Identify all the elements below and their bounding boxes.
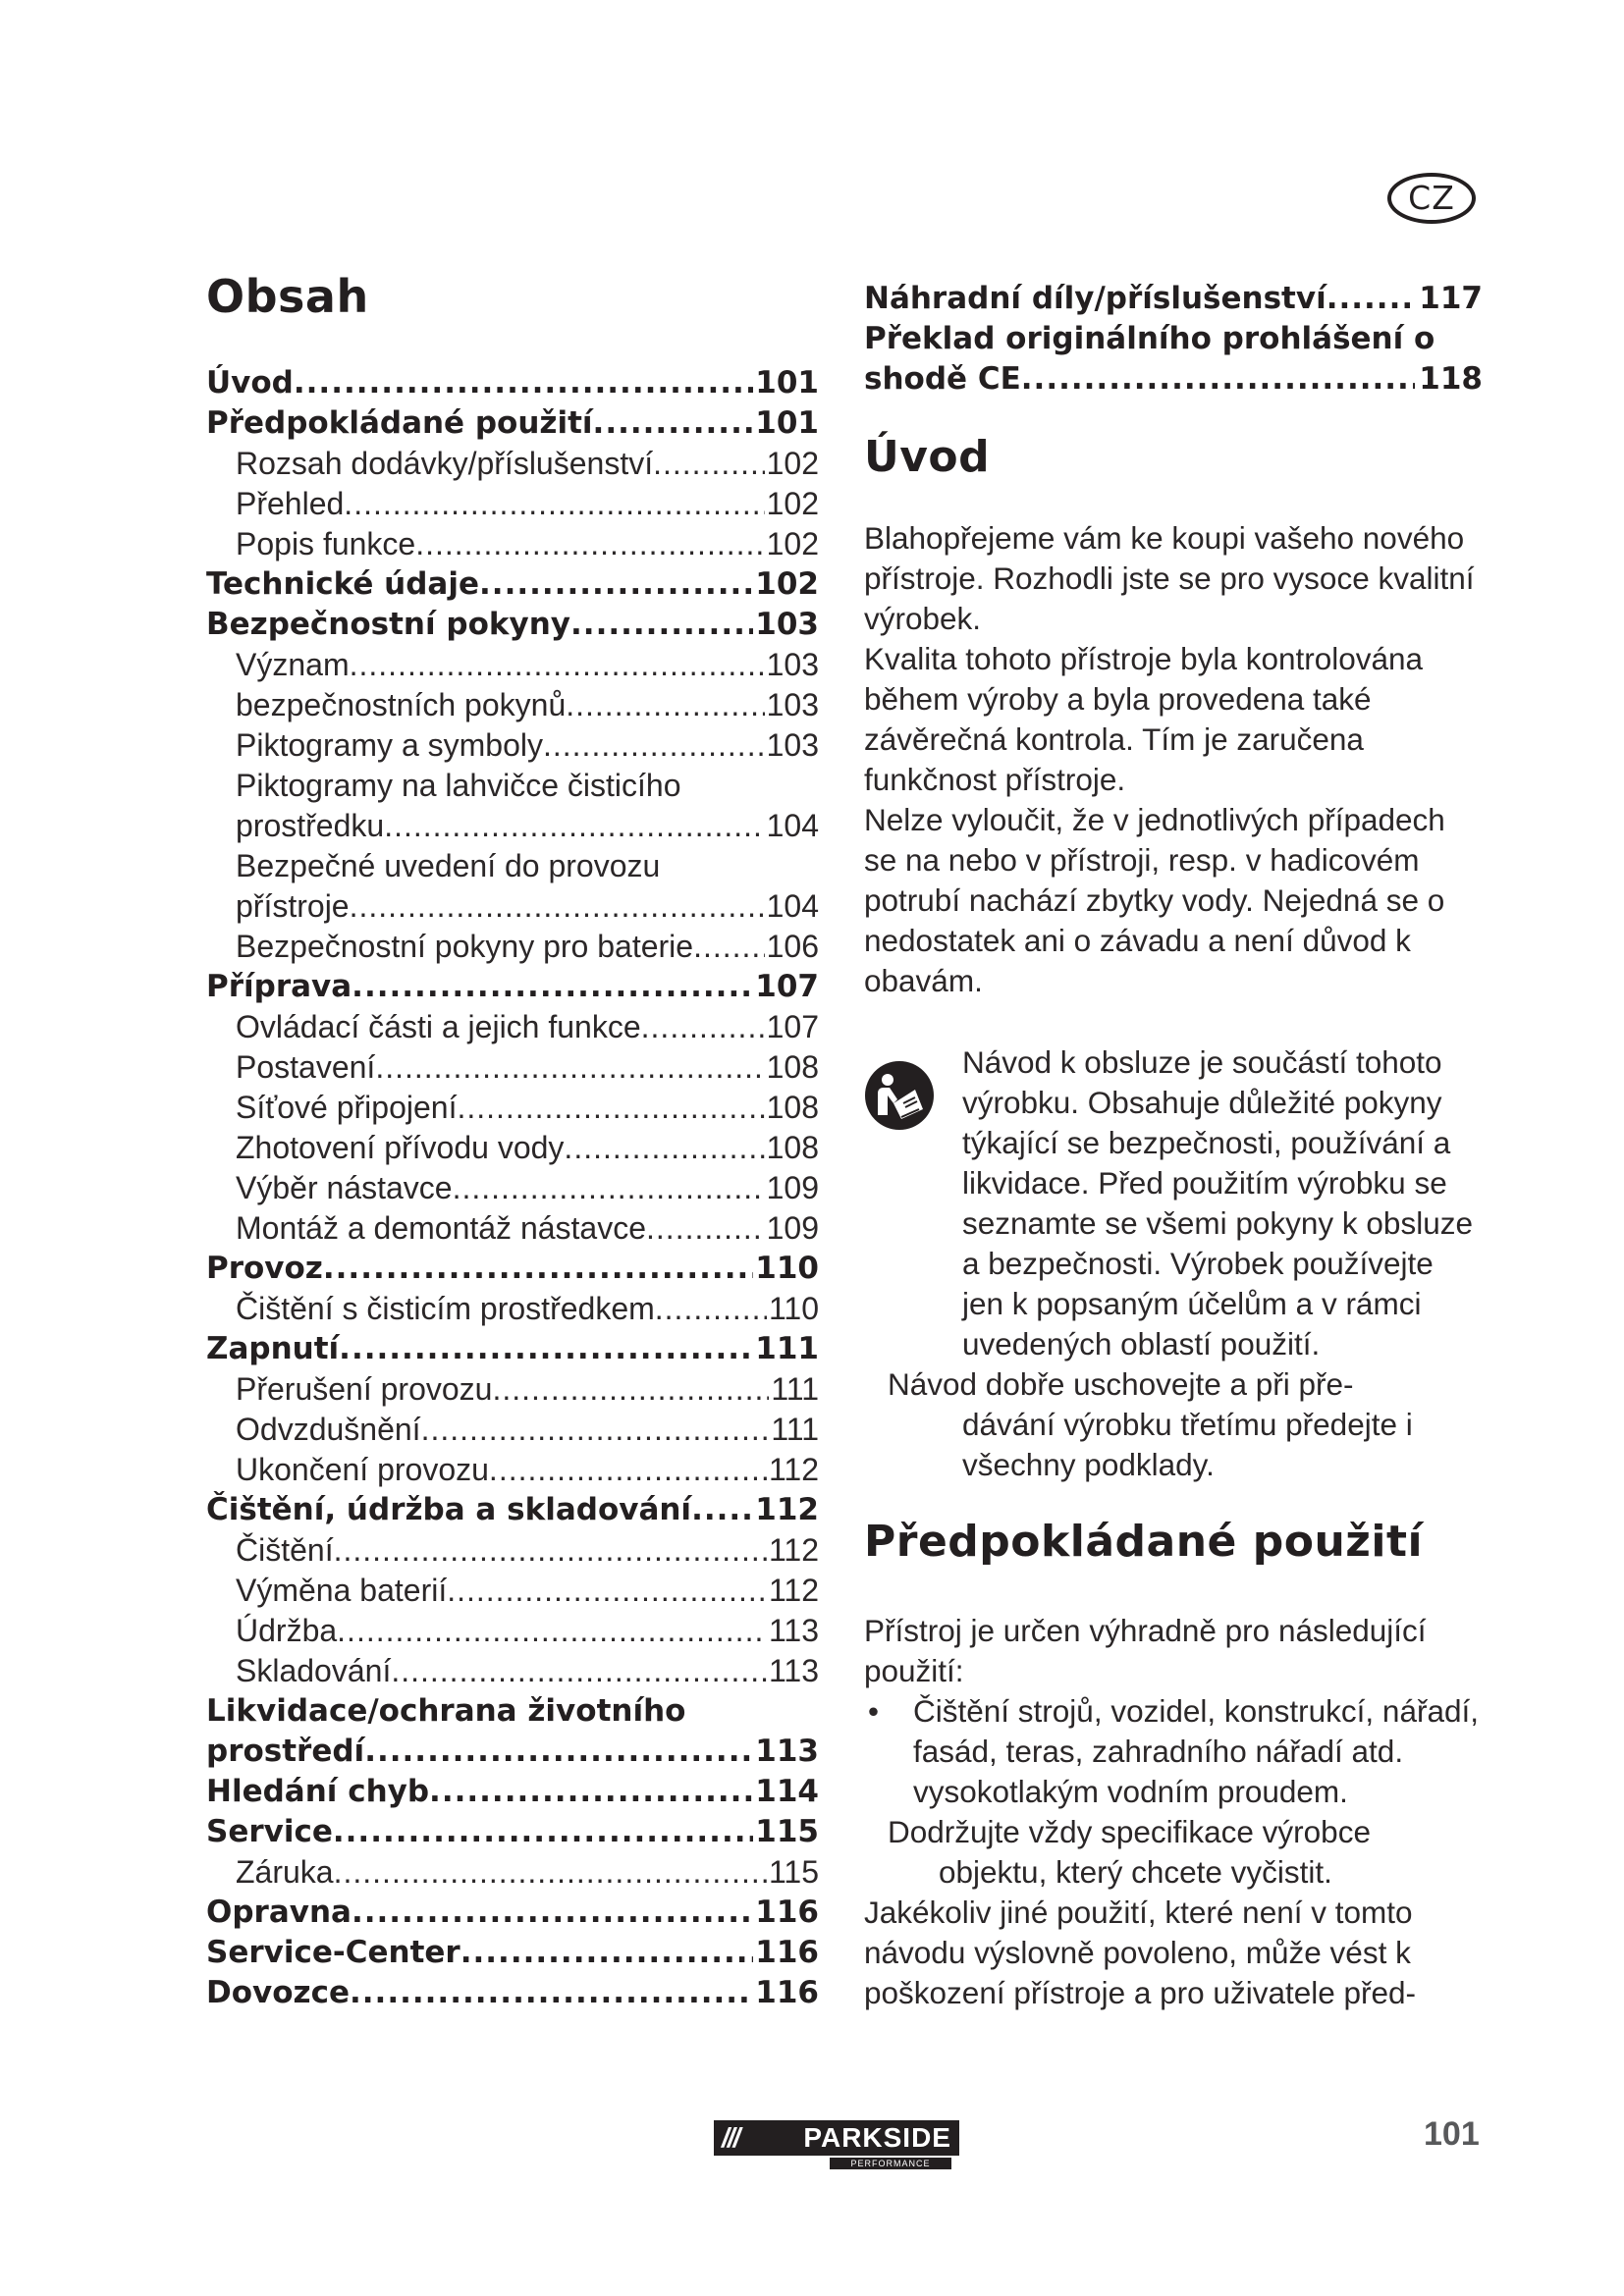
toc-entry-label: Provoz <box>206 1251 323 1286</box>
toc-entry-label: Předpokládané použití <box>206 405 593 441</box>
toc-dot-leader <box>460 1933 754 1973</box>
toc-entry-page: 102 <box>755 566 819 602</box>
toc-entry <box>206 1490 819 1530</box>
toc-entry-label: Bezpečnostní pokyny pro baterie <box>236 929 694 964</box>
toc-entry-label: Čištění s čisticím prostředkem <box>236 1291 655 1326</box>
toc-dot-leader <box>492 1369 769 1410</box>
toc-dot-leader <box>391 1651 767 1691</box>
brand-name: PARKSIDE <box>803 2122 951 2153</box>
toc-entry <box>864 319 1483 359</box>
toc-entry-page: 111 <box>771 1371 819 1407</box>
toc-entry-page: 109 <box>766 1170 819 1205</box>
toc-dot-leader <box>457 1088 764 1128</box>
toc-entry-page: 107 <box>766 1009 819 1044</box>
toc-entry-page: 101 <box>755 405 819 441</box>
toc-dot-leader <box>641 1007 765 1047</box>
toc-dot-leader <box>337 1611 767 1651</box>
toc-entry-page: 117 <box>1419 281 1483 316</box>
toc-entry-page: 113 <box>768 1653 819 1688</box>
toc-entry-page: 108 <box>766 1090 819 1125</box>
toc-entry-page: 110 <box>755 1251 819 1286</box>
toc-entry-page: 111 <box>771 1412 819 1447</box>
toc-entry-label: Bezpečné uvedení do provozu <box>236 848 661 883</box>
toc-entry-page: 110 <box>768 1291 819 1326</box>
section-heading-intended-use: Předpokládané použití <box>864 1517 1424 1567</box>
toc-entry-page: 104 <box>766 888 819 924</box>
toc-entry-page: 106 <box>766 929 819 964</box>
toc-entry-page: 113 <box>768 1613 819 1648</box>
intended-use-lead: Přístroj je určen výhradně pro následující použití: <box>864 1613 1427 1688</box>
toc-entry <box>206 1691 819 1732</box>
toc-entry <box>206 1732 819 1772</box>
toc-dot-leader <box>375 1047 764 1088</box>
toc-entry <box>206 1893 819 1933</box>
toc-entry <box>206 645 819 685</box>
toc-dot-leader <box>384 806 764 846</box>
toc-entry-label: Piktogramy na lahvičce čisticího <box>236 768 681 803</box>
toc-dot-leader <box>646 1208 765 1249</box>
toc-dot-leader <box>352 1893 753 1933</box>
toc-entry-label: prostředku <box>236 808 385 843</box>
toc-entry <box>206 1852 819 1893</box>
toc-dot-leader <box>350 1973 753 2013</box>
toc-entry-label: Bezpečnostní pokyny <box>206 607 571 642</box>
read-manual-icon <box>864 1060 935 1131</box>
toc-entry-label: bezpečnostních pokynů <box>236 687 567 722</box>
intro-paragraph: Blahopřejeme vám ke koupi vašeho nového přístroje. Rozhodli jste se pro vysoce kvalitní výrobek. <box>864 520 1475 636</box>
toc-entry-label: Popis funkce <box>236 526 416 561</box>
toc-entry <box>206 967 819 1007</box>
toc-entry-label: Výměna baterií <box>236 1573 448 1608</box>
toc-dot-leader <box>294 363 753 403</box>
toc-entry <box>206 444 819 484</box>
toc-entry <box>206 1772 819 1812</box>
toc-entry <box>206 846 819 886</box>
toc-dot-leader <box>323 1249 753 1289</box>
toc-entry-page: 112 <box>768 1573 819 1608</box>
toc-entry-label: Technické údaje <box>206 566 480 602</box>
toc-entry <box>206 1973 819 2013</box>
toc-entry-page: 104 <box>766 808 819 843</box>
toc-entry-page: 115 <box>768 1854 819 1890</box>
toc-entry-page: 102 <box>766 446 819 481</box>
toc-title: Obsah <box>206 270 369 323</box>
toc-entry <box>206 1289 819 1329</box>
toc-dot-leader <box>447 1571 767 1611</box>
toc-entry-page: 112 <box>768 1452 819 1487</box>
toc-entry-page: 102 <box>766 486 819 521</box>
toc-entry-label: Zhotovení přívodu vody <box>236 1130 565 1165</box>
toc-entry <box>206 1611 819 1651</box>
toc-entry-label: Piktogramy a symboly <box>236 727 543 763</box>
closing-paragraph: Jakékoliv jiné použití, které není v tomto návodu výslovně povoleno, může vést k poškození přístroje a pro uživatele před- <box>864 1895 1417 2010</box>
toc-entry-label: Postavení <box>236 1049 376 1085</box>
toc-dot-leader <box>334 1530 767 1571</box>
toc-dot-leader <box>1021 359 1416 400</box>
toc-entry <box>206 363 819 403</box>
toc-entry-label: Úvod <box>206 365 294 400</box>
toc-entry-label: Údržba <box>236 1613 338 1648</box>
toc-entry <box>864 359 1483 400</box>
toc-entry-page: 114 <box>755 1774 819 1809</box>
toc-dot-leader <box>415 524 764 564</box>
toc-entry-label: Překlad originálního prohlášení o <box>864 321 1435 356</box>
toc-entry <box>206 1168 819 1208</box>
toc-dot-leader <box>421 1410 770 1450</box>
brand-logo <box>714 2120 959 2169</box>
bullet-item <box>864 1691 1483 1812</box>
toc-entry-label: shodě CE <box>864 361 1021 397</box>
toc-dot-leader <box>1326 279 1416 319</box>
intro-paragraph: Kvalita tohoto přístroje byla kontrolována během výroby a byla provedena také závěrečná kontrola. Tím je zaručena funkčnost přístroje. <box>864 641 1424 797</box>
toc-entry-page: 101 <box>755 365 819 400</box>
toc-dot-leader <box>564 1128 764 1168</box>
toc-entry-page: 113 <box>755 1734 819 1769</box>
toc-entry <box>206 1369 819 1410</box>
toc-entry <box>206 1329 819 1369</box>
toc-entry-page: 103 <box>766 727 819 763</box>
toc-dot-leader <box>453 1168 765 1208</box>
toc-entry <box>206 1047 819 1088</box>
toc-entry-label: Opravna <box>206 1895 352 1930</box>
toc-entry-label: Skladování <box>236 1653 392 1688</box>
country-badge: CZ <box>1387 173 1476 224</box>
advice-line: objektu, který chcete vyčistit. <box>939 1854 1332 1890</box>
intended-use-text <box>864 1611 1483 2013</box>
toc-entry <box>206 605 819 645</box>
toc-entry <box>206 1450 819 1490</box>
toc-entry-label: Hledání chyb <box>206 1774 430 1809</box>
toc-dot-leader <box>489 1450 767 1490</box>
toc-entry-page: 108 <box>766 1049 819 1085</box>
toc-list-continued <box>864 279 1483 400</box>
toc-entry <box>206 685 819 725</box>
toc-dot-leader <box>350 645 765 685</box>
toc-entry-page: 108 <box>766 1130 819 1165</box>
toc-entry <box>206 1812 819 1852</box>
page-number: 101 <box>1424 2115 1480 2153</box>
note-line: Návod dobře uschovejte a při pře- <box>888 1366 1354 1402</box>
toc-entry <box>206 1007 819 1047</box>
toc-entry <box>206 1249 819 1289</box>
toc-dot-leader <box>566 685 764 725</box>
toc-dot-leader <box>479 564 753 605</box>
manual-note <box>864 1042 1483 1485</box>
toc-entry-label: Čištění <box>236 1532 334 1568</box>
toc-entry <box>206 1088 819 1128</box>
toc-dot-leader <box>339 1329 753 1369</box>
toc-entry <box>206 403 819 444</box>
brand-subtitle: PERFORMANCE <box>830 2158 951 2169</box>
toc-entry <box>206 1530 819 1571</box>
toc-entry-label: Dovozce <box>206 1975 350 2010</box>
toc-entry <box>206 1128 819 1168</box>
logo-slashes-icon: /// <box>722 2122 739 2153</box>
toc-entry-label: Ovládací části a jejich funkce <box>236 1009 641 1044</box>
toc-entry-label: Výběr nástavce <box>236 1170 453 1205</box>
toc-entry-page: 116 <box>755 1935 819 1970</box>
toc-entry <box>206 1933 819 1973</box>
toc-entry-page: 103 <box>766 687 819 722</box>
toc-entry <box>206 1410 819 1450</box>
toc-entry-label: Náhradní díly/příslušenství <box>864 281 1326 316</box>
toc-dot-leader <box>344 484 764 524</box>
toc-entry-label: Příprava <box>206 969 352 1004</box>
toc-entry-page: 115 <box>755 1814 819 1849</box>
toc-dot-leader <box>593 403 754 444</box>
toc-entry-label: prostředí <box>206 1734 365 1769</box>
toc-entry-page: 116 <box>755 1975 819 2010</box>
toc-entry <box>864 279 1483 319</box>
toc-entry-label: Záruka <box>236 1854 334 1890</box>
toc-entry <box>206 564 819 605</box>
toc-entry-label: Čištění, údržba a skladování <box>206 1492 692 1527</box>
toc-list <box>206 363 819 2013</box>
toc-entry-label: Likvidace/ochrana životního <box>206 1693 686 1729</box>
toc-entry-page: 112 <box>768 1532 819 1568</box>
brand-logo-box <box>714 2120 959 2156</box>
toc-entry <box>206 1571 819 1611</box>
toc-entry-page: 107 <box>755 969 819 1004</box>
toc-entry-page: 111 <box>755 1331 819 1366</box>
toc-dot-leader <box>653 444 765 484</box>
toc-entry <box>206 725 819 766</box>
bullet-text: • Čištění strojů, vozidel, konstrukcí, nářadí, fasád, teras, zahradního nářadí atd. vysokotlakým vodním proudem. <box>913 1693 1479 1809</box>
toc-entry-page: 118 <box>1419 361 1483 397</box>
toc-entry-page: 103 <box>755 607 819 642</box>
toc-entry-label: Montáž a demontáž nástavce <box>236 1210 647 1246</box>
advice-line: Dodržujte vždy specifikace výrobce <box>888 1814 1371 1849</box>
toc-entry-label: Zapnutí <box>206 1331 340 1366</box>
toc-entry-label: Rozsah dodávky/příslušenství <box>236 446 654 481</box>
toc-entry-label: Význam <box>236 647 350 682</box>
toc-entry <box>206 927 819 967</box>
note-text-continued <box>888 1364 1483 1485</box>
toc-entry-label: Přerušení provozu <box>236 1371 493 1407</box>
toc-entry-page: 103 <box>766 647 819 682</box>
toc-entry-label: Odvzdušnění <box>236 1412 421 1447</box>
toc-dot-leader <box>691 1490 753 1530</box>
toc-dot-leader <box>333 1812 753 1852</box>
toc-dot-leader <box>350 886 765 927</box>
toc-entry <box>206 806 819 846</box>
toc-dot-leader <box>429 1772 753 1812</box>
toc-entry <box>206 1651 819 1691</box>
toc-entry-label: Ukončení provozu <box>236 1452 489 1487</box>
toc-entry <box>206 524 819 564</box>
intro-paragraph: Nelze vyloučit, že v jednotlivých případech se na nebo v přístroji, resp. v hadicovém potrubí nachází zbytky vody. Nejedná se o nedostatek ani o závadu a není důvod k obavám. <box>864 802 1445 998</box>
toc-dot-leader <box>693 927 765 967</box>
toc-entry-label: Přehled <box>236 486 345 521</box>
toc-entry <box>206 766 819 806</box>
toc-entry-page: 112 <box>755 1492 819 1527</box>
toc-dot-leader <box>352 967 753 1007</box>
toc-entry-page: 109 <box>766 1210 819 1246</box>
intro-text <box>864 518 1483 1001</box>
toc-dot-leader <box>543 725 765 766</box>
toc-dot-leader <box>364 1732 753 1772</box>
toc-entry-page: 116 <box>755 1895 819 1930</box>
toc-dot-leader <box>570 605 753 645</box>
toc-entry-label: přístroje <box>236 888 350 924</box>
toc-entry-label: Síťové připojení <box>236 1090 458 1125</box>
section-heading-intro: Úvod <box>864 432 991 482</box>
toc-entry <box>206 886 819 927</box>
toc-entry-label: Service <box>206 1814 333 1849</box>
toc-entry <box>206 1208 819 1249</box>
toc-dot-leader <box>334 1852 767 1893</box>
toc-entry-page: 102 <box>766 526 819 561</box>
toc-entry <box>206 484 819 524</box>
note-line: dávání výrobku třetímu předejte i všechny podklady. <box>962 1407 1413 1482</box>
note-text: Návod k obsluze je součástí tohoto výrobku. Obsahuje důležité pokyny týkající se bezpečnosti, používání a likvidace. Před použitím výrobku se seznamte se všemi pokyny k obsluze a bezpečnosti. Výrobek používejte jen k popsaným účelům a v rámci uvedených oblastí použití. <box>962 1044 1473 1362</box>
toc-entry-label: Service-Center <box>206 1935 460 1970</box>
toc-dot-leader <box>655 1289 767 1329</box>
